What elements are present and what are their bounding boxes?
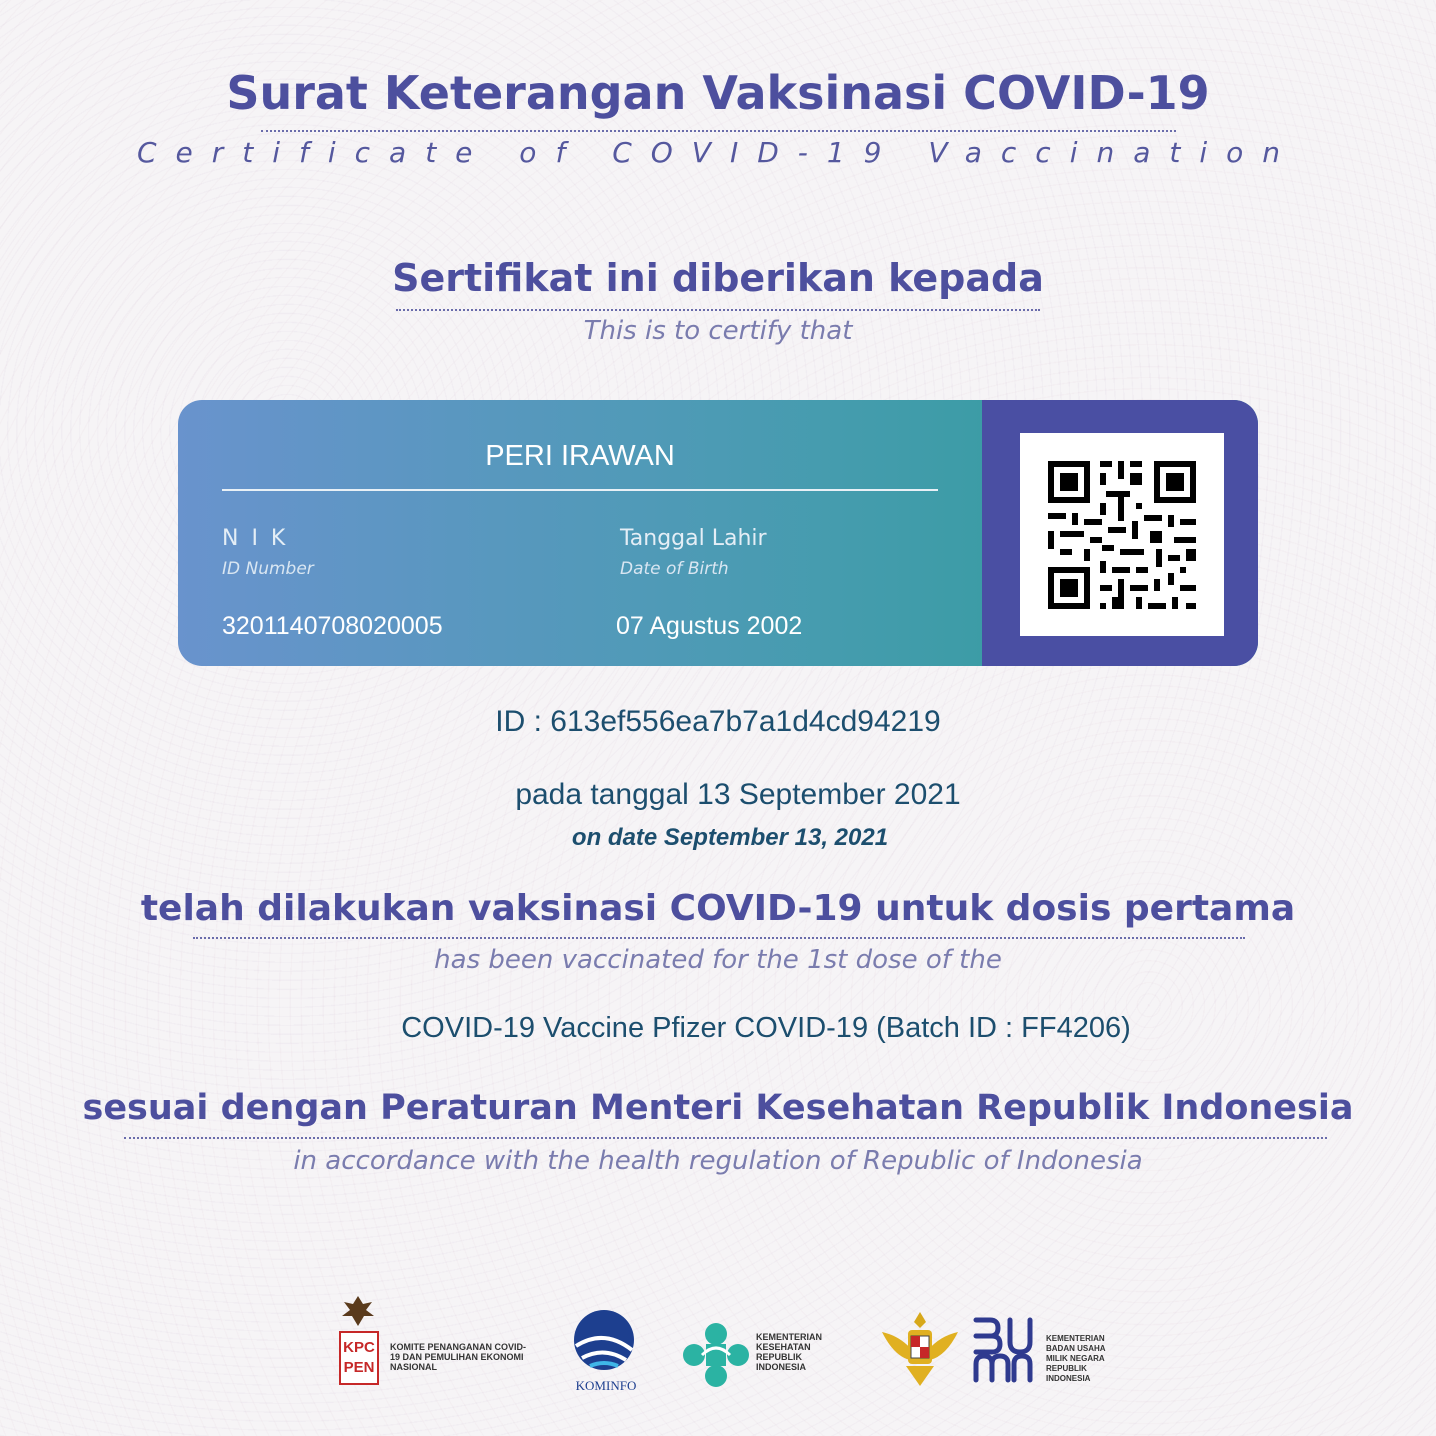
kpcpen-logo: [334, 1292, 534, 1392]
dose-subtitle: has been vaccinated for the 1st dose of the: [434, 945, 1002, 975]
holder-card: [178, 400, 1258, 666]
svg-text:KPC: KPC: [343, 1339, 375, 1356]
holder-name: PERI IRAWAN: [485, 440, 675, 472]
dob-value: 07 Agustus 2002: [616, 612, 803, 640]
nik-sublabel: ID Number: [222, 559, 314, 579]
bumn-logo: [970, 1314, 1110, 1394]
regulation-title: sesuai dengan Peraturan Menteri Kesehatan Republik Indonesia: [82, 1088, 1354, 1128]
regulation-underline: [124, 1137, 1327, 1139]
name-divider: [222, 489, 938, 491]
kominfo-logo: [566, 1306, 646, 1396]
bumn-label: KEMENTERIAN BADAN USAHA MILIK NEGARA REPUBLIK INDONESIA: [1046, 1334, 1106, 1383]
qr-code-icon: [1020, 433, 1224, 636]
kemenkes-logo: [682, 1322, 842, 1392]
nik-label: N I K: [222, 526, 289, 551]
kpcpen-label: KOMITE PENANGANAN COVID-19 DAN PEMULIHAN EKONOMI NASIONAL: [390, 1342, 527, 1372]
vaccination-date: pada tanggal 13 September 2021: [515, 778, 961, 811]
intro-subtitle: This is to certify that: [583, 316, 853, 346]
regulation-subtitle: in accordance with the health regulation of Republic of Indonesia: [293, 1146, 1143, 1176]
nik-value: 3201140708020005: [222, 612, 443, 640]
title-underline: [261, 130, 1176, 132]
intro-title: Sertifikat ini diberikan kepada: [392, 256, 1044, 300]
dob-label: Tanggal Lahir: [620, 526, 767, 551]
footer-logos: [0, 1292, 1436, 1402]
qr-panel: [982, 400, 1258, 666]
vaccine-name: COVID-19 Vaccine Pfizer COVID-19 (Batch ID : FF4206): [401, 1012, 1131, 1044]
kominfo-label: KOMINFO: [575, 1378, 637, 1393]
kemenkes-label: KEMENTERIAN KESEHATAN REPUBLIK INDONESIA: [756, 1332, 823, 1372]
dose-underline: [193, 937, 1245, 939]
certificate-id: ID : 613ef556ea7b7a1d4cd94219: [495, 705, 941, 738]
intro-underline: [396, 309, 1040, 311]
garuda-emblem: [880, 1308, 960, 1392]
dob-sublabel: Date of Birth: [620, 559, 729, 579]
dose-title: telah dilakukan vaksinasi COVID-19 untuk dosis pertama: [140, 888, 1296, 929]
certificate-title: Surat Keterangan Vaksinasi COVID-19: [226, 66, 1210, 120]
svg-text:PEN: PEN: [343, 1359, 375, 1376]
certificate-subtitle: Certificate of COVID-19 Vaccination: [136, 136, 1300, 169]
vaccination-date-en: on date September 13, 2021: [571, 824, 889, 851]
